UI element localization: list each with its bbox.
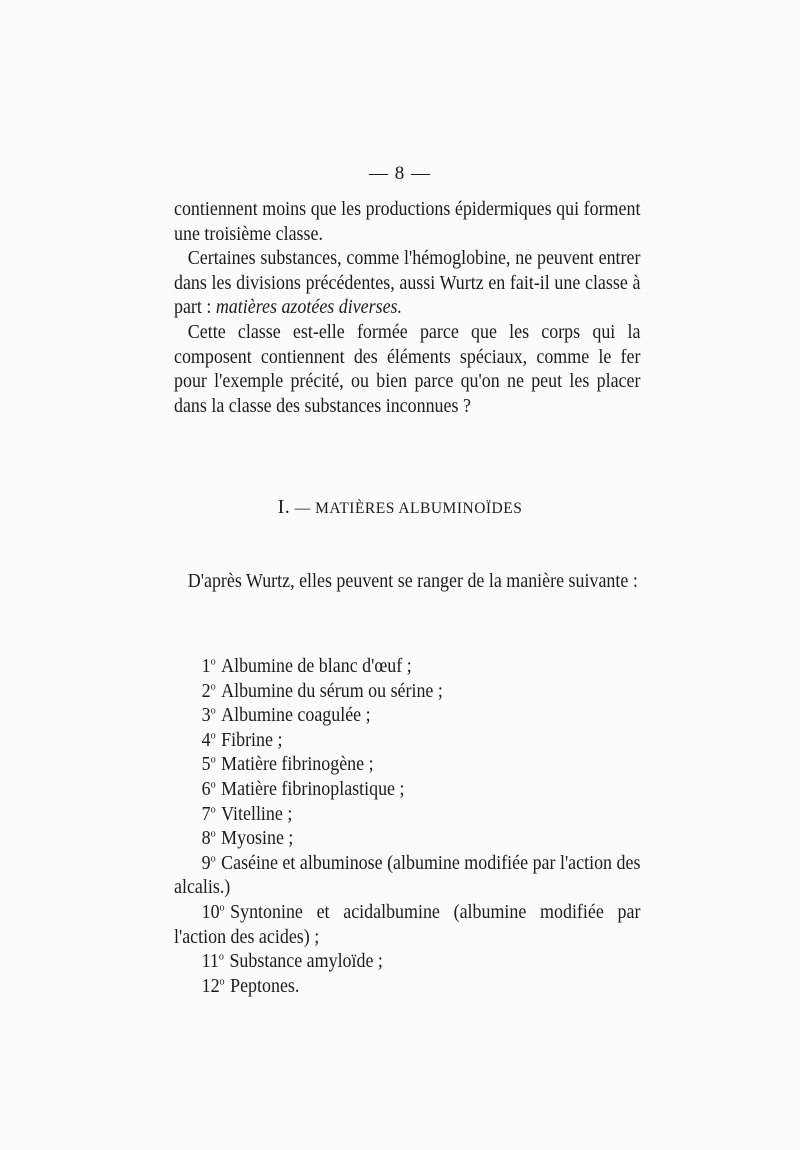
list-item-text: Myosine ;	[221, 828, 294, 850]
list-item	[174, 704, 640, 729]
list-item-number: 4$^o$	[201, 729, 216, 751]
list-item-number: 6$^o$	[201, 778, 216, 800]
list-item	[174, 950, 640, 975]
list-item-number: 2$^o$	[201, 680, 216, 702]
list-item	[174, 975, 640, 1000]
list-item	[174, 827, 640, 852]
list-item-number: 3$^o$	[201, 704, 216, 727]
list-item-number: 12$^o$	[201, 975, 225, 997]
list-item-text: Matière fibrinoplastique ;	[221, 778, 405, 800]
intro-paragraph-3: Cette classe est-elle formée parce que les corps qui la composent contiennent des éléments spéciaux, comme le fer pour l'exemple précité, ou bien parce qu'on ne peut les placer dans la classe des substances inconnues ?	[174, 321, 641, 417]
page-number: — 8 —	[369, 163, 431, 184]
section-title-text: — MATIÈRES ALBUMINOÏDES	[294, 500, 523, 517]
list-item-text: Vitelline ;	[221, 803, 293, 825]
list-item	[174, 803, 640, 828]
classification-intro	[174, 570, 640, 595]
list-item-text: Syntonine et acidalbumine (albumine modifiée par l'action des acides) ;	[174, 901, 641, 948]
intro-paragraph-2-text: Certaines substances, comme l'hémoglobine, ne peuvent entrer dans les divisions précédentes, aussi Wurtz en fait-il une classe à part :	[174, 248, 641, 319]
list-item-text: Fibrine ;	[221, 729, 283, 751]
list-item-text: Matière fibrinogène ;	[221, 754, 374, 776]
list-item-text: Albumine du sérum ou sérine ;	[221, 680, 443, 702]
classification-intro-paragraph: D'après Wurtz, elles peuvent se ranger de la manière suivante :	[187, 571, 638, 592]
list-item-text: Albumine de blanc d'œuf ;	[221, 656, 412, 677]
list-item	[174, 901, 640, 950]
list-item-number: 11$^o$	[201, 950, 224, 973]
list-item	[174, 655, 640, 680]
section-title	[0, 496, 800, 519]
list-item-text: Peptones.	[230, 975, 300, 997]
list-item	[174, 778, 640, 803]
albuminoid-list	[174, 655, 640, 999]
list-item-number: 10$^o$	[201, 901, 225, 923]
list-item-number: 1$^o$	[201, 655, 216, 677]
intro-paragraph-2	[174, 247, 640, 321]
intro-paragraph-2-italic: matières azotées diverses.	[215, 297, 403, 319]
list-item	[174, 680, 640, 705]
list-item-text: Caséine et albuminose (albumine modifiée par l'action des alcalis.)	[174, 852, 641, 899]
intro-text	[174, 198, 640, 419]
list-item-number: 7$^o$	[201, 803, 216, 825]
intro-paragraph-1: contiennent moins que les productions épidermiques qui forment une troisième classe.	[174, 199, 641, 245]
list-item-text: Albumine coagulée ;	[221, 705, 371, 727]
list-item	[174, 753, 640, 778]
list-item-number: 8$^o$	[201, 827, 216, 850]
list-item	[174, 729, 640, 754]
list-item-number: 5$^o$	[201, 753, 216, 776]
section-numeral: I.	[277, 496, 291, 518]
list-item-number: 9$^o$	[201, 852, 216, 874]
list-item-text: Substance amyloïde ;	[229, 951, 383, 973]
list-item	[174, 852, 640, 901]
